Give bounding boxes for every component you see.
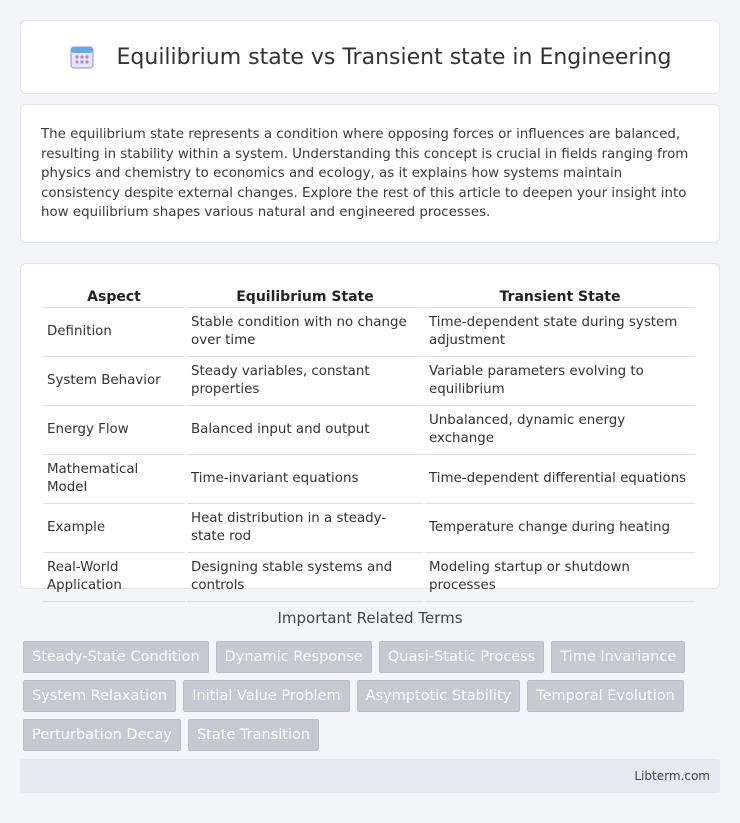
page-title: Equilibrium state vs Transient state in Engineering	[116, 44, 672, 70]
table-cell: Heat distribution in a steady-state rod	[187, 504, 423, 553]
table-cell: Time-dependent differential equations	[425, 455, 695, 504]
calendar-grid-icon	[69, 44, 95, 70]
table-cell: Balanced input and output	[187, 406, 423, 455]
column-header-aspect: Aspect	[43, 284, 185, 308]
table-cell: Mathematical Model	[43, 455, 185, 504]
table-cell: Unbalanced, dynamic energy exchange	[425, 406, 695, 455]
footer-site-link[interactable]: Libterm.com	[634, 769, 710, 783]
table-row	[43, 357, 695, 406]
table-cell: Designing stable systems and controls	[187, 553, 423, 602]
term-tag[interactable]: Perturbation Decay	[23, 719, 181, 751]
table-cell: Real-World Application	[43, 553, 185, 602]
table-cell: Stable condition with no change over time	[187, 308, 423, 357]
header-card	[20, 20, 720, 94]
comparison-card	[20, 263, 720, 593]
column-header-transient: Transient State	[425, 284, 695, 308]
term-tag[interactable]: Temporal Evolution	[527, 680, 684, 712]
table-row	[43, 406, 695, 455]
table-cell: Variable parameters evolving to equilibrium	[425, 357, 695, 406]
term-tag[interactable]: Time Invariance	[551, 641, 685, 673]
related-terms-title: Important Related Terms	[277, 609, 463, 627]
intro-paragraph: The equilibrium state represents a condition where opposing forces or influences are balanced, resulting in stability within a system. Understanding this concept is crucial in fields ranging from physics and chemistry to economics and ecology, as it explains how systems maintain consistency despite external changes. Explore the rest of this article to deepen your insight into how equilibrium shapes various natural and engineered processes.	[41, 127, 689, 221]
term-tag[interactable]: Quasi-Static Process	[379, 641, 544, 673]
table-cell: Modeling startup or shutdown processes	[425, 553, 695, 602]
term-tag[interactable]: Initial Value Problem	[183, 680, 349, 712]
term-tag[interactable]: Dynamic Response	[216, 641, 372, 673]
term-tag[interactable]: Steady-State Condition	[23, 641, 209, 673]
table-cell: Time-invariant equations	[187, 455, 423, 504]
table-cell: Definition	[43, 308, 185, 357]
intro-card	[20, 104, 720, 243]
term-tag[interactable]: State Transition	[188, 719, 319, 751]
table-header-row	[43, 284, 695, 308]
term-tag[interactable]: Asymptotic Stability	[357, 680, 521, 712]
related-terms-list	[23, 641, 723, 751]
table-cell: Energy Flow	[43, 406, 185, 455]
header	[21, 21, 719, 93]
term-tag[interactable]: System Relaxation	[23, 680, 176, 712]
comparison-table	[41, 284, 697, 602]
table-row	[43, 455, 695, 504]
table-cell: Temperature change during heating	[425, 504, 695, 553]
table-row	[43, 504, 695, 553]
table-cell: Time-dependent state during system adjustment	[425, 308, 695, 357]
table-cell: Steady variables, constant properties	[187, 357, 423, 406]
table-cell: System Behavior	[43, 357, 185, 406]
column-header-equilibrium: Equilibrium State	[187, 284, 423, 308]
table-row	[43, 553, 695, 602]
table-row	[43, 308, 695, 357]
footer	[20, 759, 720, 793]
table-cell: Example	[43, 504, 185, 553]
